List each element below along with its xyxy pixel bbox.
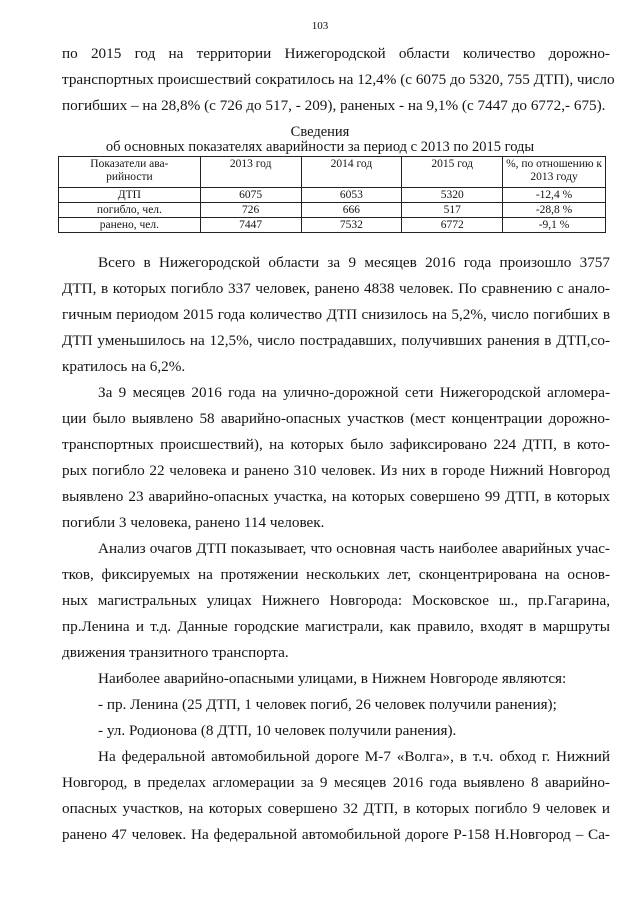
paragraph-line: погибли 3 человека, ранено 114 человек. [62,514,325,531]
table-row [59,188,606,203]
paragraph-line: ДТП уменьшилось на 12,5%, число пострадавших, получивших ранения в ДТП,со- [62,332,610,349]
table-cell: 6075 [200,188,301,203]
table-header-cell: 2014 год [301,157,402,188]
intro-line: по 2015 год на территории Нижегородской области количество дорожно- [62,45,610,62]
paragraph-line: Наиболее аварийно-опасными улицами, в Нижнем Новгороде являются: [98,670,567,687]
paragraph-line: ных магистральных улицах Нижнего Новгорода: Московское ш., пр.Гагарина, [62,592,610,609]
paragraph-line: пр.Ленина и т.д. Данные городские магистрали, как правило, входят в маршруты [62,618,610,635]
table-cell: 666 [301,203,402,218]
table-cell: 6772 [402,218,503,233]
paragraph-line: движения транзитного транспорта. [62,644,289,661]
table-title: Сведения [290,124,350,140]
list-item: - ул. Родионова (8 ДТП, 10 человек получили ранения). [98,722,457,739]
page-number: 103 [311,20,329,32]
table-cell: погибло, чел. [59,203,201,218]
table-cell: 7447 [200,218,301,233]
paragraph-line: кратилось на 6,2%. [62,358,186,375]
paragraph-line: Новгород, в пределах агломерации за 9 месяцев 2016 года выявлено 8 аварийно- [62,774,610,791]
table-subtitle: об основных показателях аварийности за период с 2013 по 2015 годы [105,139,535,155]
table-cell: 6053 [301,188,402,203]
paragraph-line: За 9 месяцев 2016 года на улично-дорожной сети Нижегородской агломера- [98,384,610,401]
table-cell: -9,1 % [503,218,606,233]
table-cell: 726 [200,203,301,218]
table-row [59,203,606,218]
paragraph-line: рых погибло 22 человека и ранено 310 человек. Из них в городе Нижний Новгород [62,462,610,479]
table-header-cell: 2015 год [402,157,503,188]
paragraph-line: опасных участков, на которых совершено 32 ДТП, в которых погибло 9 человек и [62,800,610,817]
list-item: - пр. Ленина (25 ДТП, 1 человек погиб, 26 человек получили ранения); [98,696,557,713]
table-row [59,218,606,233]
statistics-table [58,156,606,233]
table-header-cell: Показатели ава- рийности [59,157,201,188]
intro-line: погибших – на 28,8% (с 726 до 517, - 209), раненых - на 9,1% (с 7447 до 6772,- 675). [62,97,606,114]
table-cell: ранено, чел. [59,218,201,233]
paragraph-line: Анализ очагов ДТП показывает, что основная часть наиболее аварийных учас- [98,540,610,557]
paragraph-line: транспортных происшествий), на которых было зафиксировано 224 ДТП, в кото- [62,436,610,453]
paragraph-line: ДТП, в которых погибло 337 человек, ранено 4838 человек. По сравнению с анало- [62,280,610,297]
paragraph-line: На федеральной автомобильной дороге М-7 «Волга», в т.ч. обход г. Нижний [98,748,610,765]
table-header-cell: 2013 год [200,157,301,188]
paragraph-line: ранено 47 человек. На федеральной автомобильной дороге Р-158 Н.Новгород – Са- [62,826,610,843]
table-cell: 5320 [402,188,503,203]
paragraph-line: тков, фиксируемых на протяжении нескольких лет, сконцентрирована на основ- [62,566,610,583]
table-cell: ДТП [59,188,201,203]
table-cell: 7532 [301,218,402,233]
paragraph-line: гичным периодом 2015 года количество ДТП снизилось на 5,2%, число погибших в [62,306,610,323]
paragraph-line: выявлено 23 аварийно-опасных участка, на которых совершено 99 ДТП, в которых [62,488,610,505]
table-header-row [59,157,606,188]
table-cell: 517 [402,203,503,218]
table-cell: -28,8 % [503,203,606,218]
paragraph-line: ции было выявлено 58 аварийно-опасных участков (мест концентрации дорожно- [62,410,610,427]
intro-line: транспортных происшествий сократилось на 12,4% (с 6075 до 5320, 755 ДТП), число [62,71,615,88]
table-header-cell: %, по отношению к 2013 году [503,157,606,188]
table-cell: -12,4 % [503,188,606,203]
paragraph-line: Всего в Нижегородской области за 9 месяцев 2016 года произошло 3757 [98,254,610,271]
